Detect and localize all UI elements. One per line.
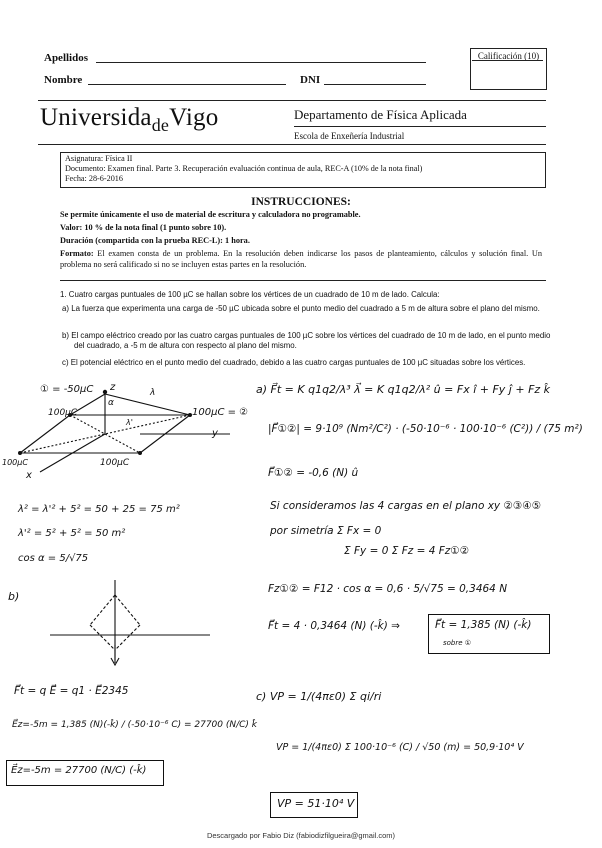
- hw-lambda-prime: λ': [126, 418, 133, 427]
- result-a: F⃗t = 1,385 (N) (-k̂): [435, 619, 532, 631]
- grade-box: [470, 48, 547, 90]
- eq-coulomb: a) F⃗t = K q1q2/λ³ λ⃗ = K q1q2/λ² û = Fx î + Fy ĵ + Fz k̂: [256, 383, 551, 396]
- name-label: Nombre: [44, 74, 83, 86]
- school-name: Escola de Enxeñería Industrial: [294, 131, 405, 141]
- problem-part-b: b) El campo eléctrico creado por las cuatro cargas puntuales de 100 µC sobre los vértices del cuadrado de 10 m de lado, en el punto medio del cuadrado, a -5 m de altura con respecto al plano del mismo.: [62, 331, 551, 351]
- result-a-box: [428, 614, 550, 654]
- eq-geometry-3: cos α = 5/√75: [18, 553, 89, 564]
- hw-axis-z: z: [110, 382, 116, 393]
- department-name: Departamento de Física Aplicada: [294, 107, 467, 122]
- symmetry-note-2: por simetría Σ Fx = 0: [270, 525, 382, 537]
- header-rule-bottom: [38, 144, 546, 145]
- hw-charge-1: ① = -50µC: [40, 384, 94, 395]
- hw-lambda: λ: [150, 388, 156, 398]
- instruction-materials: Se permite únicamente el uso de material de escritura y calculadora no programable.: [60, 210, 361, 219]
- dept-rule: [294, 126, 546, 127]
- eq-force-magnitude: |F⃗①②| = 9·10⁹ (Nm²/C²) · (-50·10⁻⁶ · 100·10⁻⁶ (C²)) / (75 m²): [268, 423, 583, 435]
- document-line: Documento: Examen final. Parte 3. Recuperación evaluación continua de aula, REC-A (10% de la nota final): [65, 164, 423, 173]
- eq-force-vector: F⃗①② = -0,6 (N) û: [268, 467, 359, 479]
- hw-charge-corner: 100µC: [2, 458, 28, 467]
- date-line: Fecha: 28-6-2016: [65, 174, 123, 183]
- hw-charge-bottom: 100µC: [100, 458, 130, 468]
- subject-line: Asignatura: Física II: [65, 154, 133, 163]
- result-b: E⃗z=-5m = 27700 (N/C) (-k̂): [11, 765, 147, 776]
- symmetry-note-3: Σ Fy = 0 Σ Fz = 4 Fz①②: [344, 545, 470, 557]
- hw-axis-x: x: [26, 470, 32, 481]
- dni-label: DNI: [300, 74, 321, 86]
- name-field[interactable]: [88, 84, 286, 85]
- result-a-note: sobre ①: [443, 639, 472, 647]
- problem-part-a: a) La fuerza que experimenta una carga de -50 µC ubicada sobre el punto medio del cuadrado a 5 m de altura sobre el plano del mismo.: [62, 304, 540, 313]
- result-c: VP = 51·10⁴ V: [277, 797, 355, 810]
- university-logo: Universida$_{de}$Vigo: [40, 104, 219, 135]
- download-footer: Descargado por Fabio Diz (fabiodizfilgueira@gmail.com): [206, 831, 396, 840]
- symmetry-note-1: Si consideramos las 4 cargas en el plano xy ②③④⑤: [270, 500, 542, 512]
- dni-field[interactable]: [324, 84, 426, 85]
- eq-field-relation: F⃗t = q E⃗ = q1 · E⃗2345: [14, 685, 129, 697]
- instruction-value: Valor: 10 % de la nota final (1 punto sobre 10).: [60, 223, 227, 232]
- grade-label: Calificación (10): [477, 51, 540, 61]
- field-diagram: [10, 575, 250, 670]
- instruction-format: Formato: El examen consta de un problema. En la resolución deben indicarse los pasos de planteamiento, cálculos y solución final. Un problema no será calificado si no se incluyen estas partes en la resolución.: [60, 249, 542, 269]
- hw-charge-right: 100µC = ②: [192, 407, 249, 418]
- header-rule-top: [38, 100, 546, 101]
- eq-potential-2: VP = 1/(4πε0) Σ 100·10⁻⁶ (C) / √50 (m) = 50,9·10⁴ V: [276, 742, 524, 753]
- hw-alpha: α: [108, 398, 114, 408]
- eq-fz: Fz①② = F12 · cos α = 0,6 · 5/√75 = 0,3464 N: [268, 583, 508, 595]
- hw-charge-left: 100µC: [48, 408, 78, 418]
- problem-part-c: c) El potencial eléctrico en el punto medio del cuadrado, debido a las cuatro cargas puntuales de 100 µC situadas sobre los vértices.: [62, 358, 526, 367]
- instructions-title: INSTRUCCIONES:: [251, 196, 351, 208]
- hw-axis-y: y: [212, 428, 218, 439]
- eq-geometry-1: λ² = λ'² + 5² = 50 + 25 = 75 m²: [18, 504, 180, 515]
- result-c-box: [270, 792, 358, 818]
- eq-total-force: F⃗t = 4 · 0,3464 (N) (-k̂) ⇒: [268, 620, 400, 632]
- surname-label: Apellidos: [44, 52, 89, 64]
- surname-field[interactable]: [96, 62, 426, 63]
- eq-geometry-2: λ'² = 5² + 5² = 50 m²: [18, 528, 126, 539]
- problem-intro: 1. Cuatro cargas puntuales de 100 µC se hallan sobre los vértices de un cuadrado de 10 m de lado. Calcula:: [60, 290, 440, 299]
- document-info-box: [60, 152, 546, 188]
- part-b-label: b): [8, 590, 20, 603]
- grade-divider: [472, 60, 543, 61]
- eq-field-value: E⃗z=-5m = 1,385 (N)(-k̂) / (-50·10⁻⁶ C) = 27700 (N/C) k̂: [12, 720, 258, 730]
- eq-potential-1: c) VP = 1/(4πε0) Σ qi/ri: [256, 690, 382, 703]
- instruction-duration: Duración (compartida con la prueba REC-L): 1 hora.: [60, 236, 250, 245]
- instructions-rule: [60, 280, 546, 281]
- result-b-box: [6, 760, 164, 786]
